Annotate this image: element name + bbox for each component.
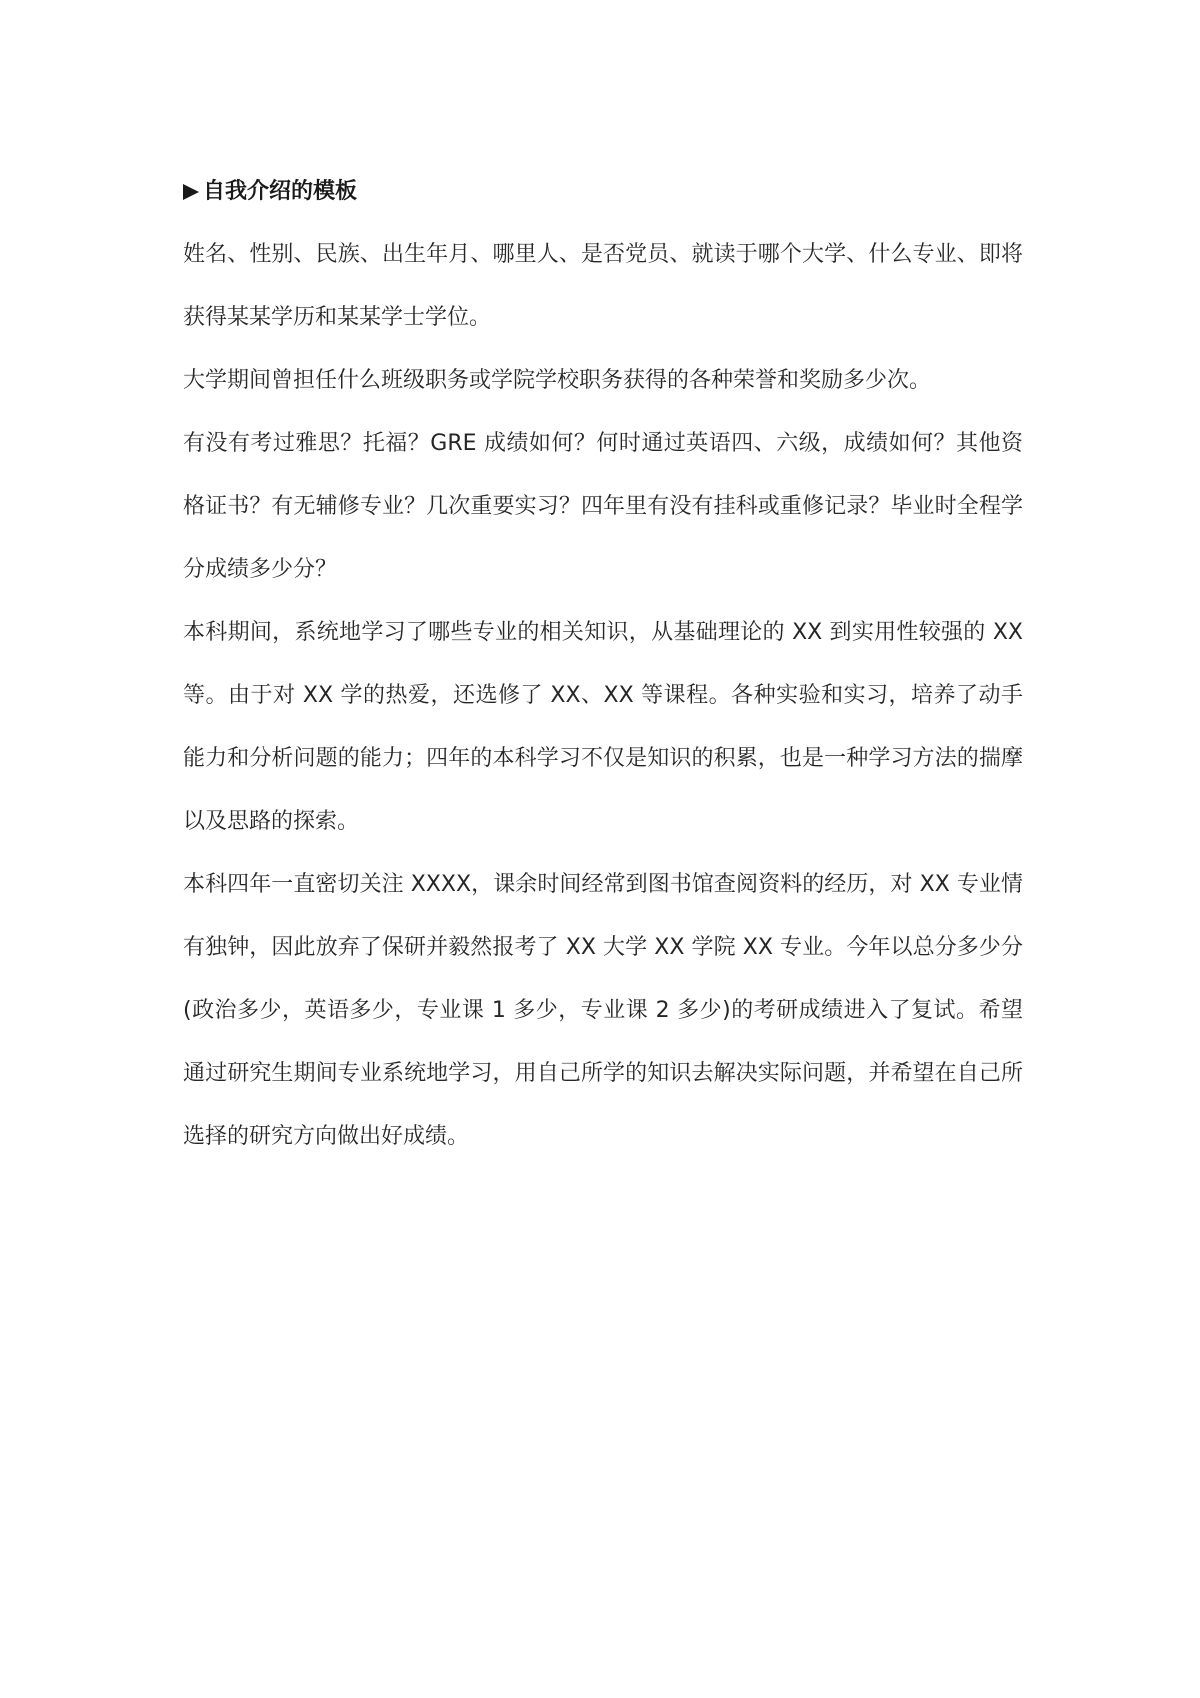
document-body [183,160,1023,1168]
section-heading [183,160,1023,223]
heading-text: 自我介绍的模板 [203,179,358,204]
paragraph-personal-info: 姓名、性别、民族、出生年月、哪里人、是否党员、就读于哪个大学、什么专业、即将获得某某学历和某某学士学位。 [183,242,1023,330]
paragraph-exams-certificates: 有没有考过雅思？托福？GRE 成绩如何？何时通过英语四、六级，成绩如何？其他资格证书？有无辅修专业？几次重要实习？四年里有没有挂科或重修记录？毕业时全程学分成绩多少分？ [183,431,1023,582]
triangle-right-icon [183,184,199,200]
paragraph-university-roles: 大学期间曾担任什么班级职务或学院学校职务获得的各种荣誉和奖励多少次。 [183,368,932,393]
paragraph-graduate-motivation: 本科四年一直密切关注 XXXX，课余时间经常到图书馆查阅资料的经历，对 XX 专业情有独钟，因此放弃了保研并毅然报考了 XX 大学 XX 学院 XX 专业。今年以总分多少分(政治多少，英语多少，专业课 1 多少，专业课 2 多少)的考研成绩进入了复试。希望通过研究生期间专业系统地学习，用自己所学的知识去解决实际问题，并希望在自己所选择的研究方向做出好成绩。 [183,872,1023,1149]
paragraph-undergraduate-study: 本科期间，系统地学习了哪些专业的相关知识，从基础理论的 XX 到实用性较强的 XX 等。由于对 XX 学的热爱，还选修了 XX、XX 等课程。各种实验和实习，培养了动手能力和分析问题的能力；四年的本科学习不仅是知识的积累，也是一种学习方法的揣摩以及思路的探索。 [183,620,1023,834]
